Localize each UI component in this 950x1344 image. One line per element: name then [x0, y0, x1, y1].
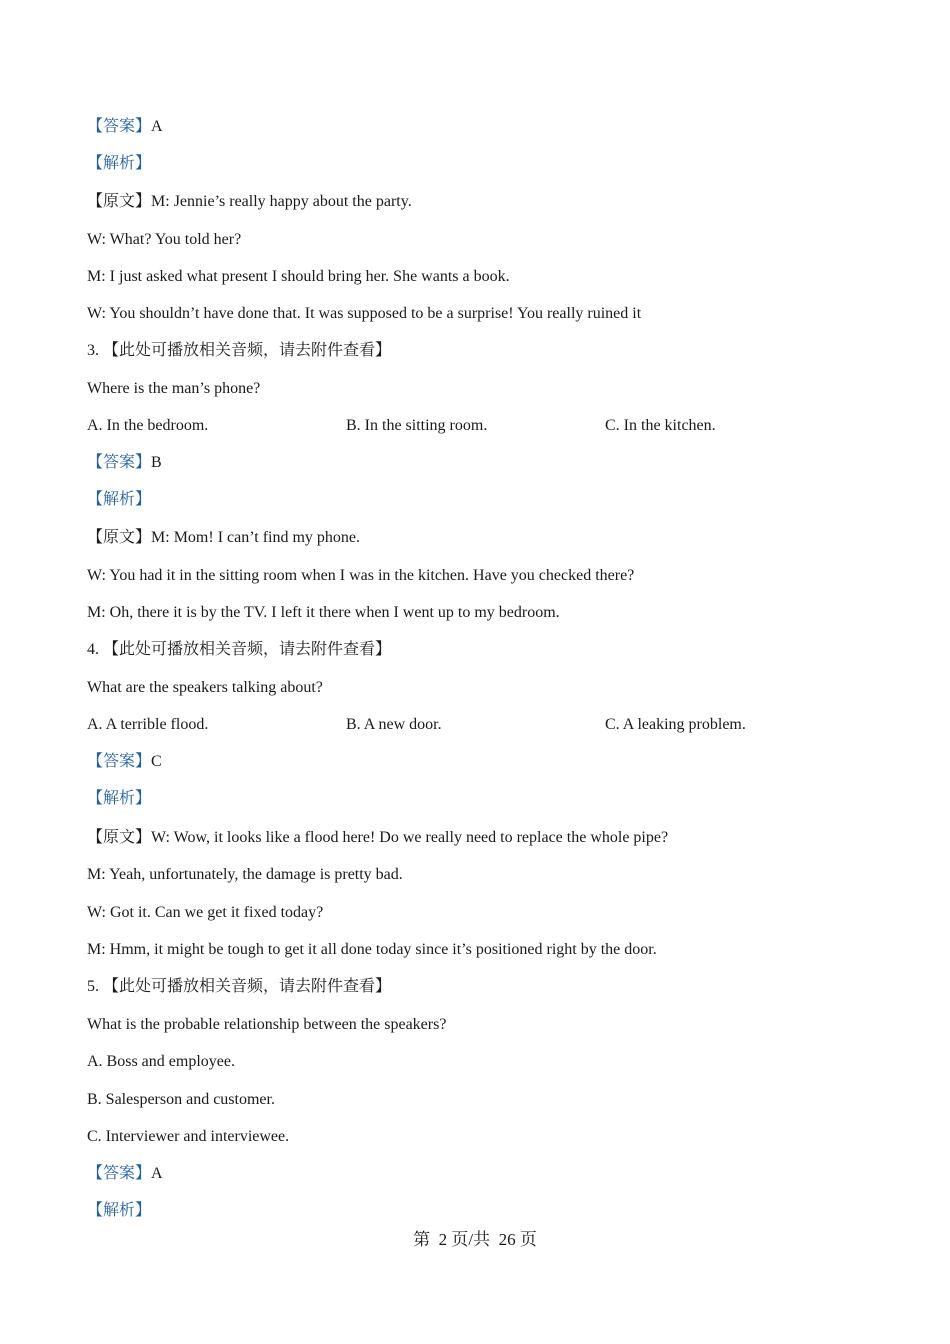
transcript-text: M: Jennie’s really happy about the party. — [151, 193, 412, 210]
q3-transcript-line-1 — [87, 528, 360, 548]
q3-option-b: B. In the sitting room. — [346, 417, 488, 434]
original-label: 【原文】 — [87, 193, 152, 210]
q3-transcript-line-3: M: Oh, there it is by the TV. I left it there when I went up to my bedroom. — [87, 604, 560, 621]
answer-label: 【答案】 — [87, 753, 152, 770]
q3-question: Where is the man’s phone? — [87, 380, 261, 397]
q3-transcript-line-2: W: You had it in the sitting room when I was in the kitchen. Have you checked there? — [87, 567, 635, 584]
q2-analysis-line — [87, 154, 151, 174]
audio-placeholder: 【此处可播放相关音频，请去附件查看】 — [103, 978, 392, 995]
q4-transcript-line-2: M: Yeah, unfortunately, the damage is pretty bad. — [87, 866, 403, 883]
q5-header — [87, 977, 391, 997]
q5-number: 5. — [87, 978, 99, 995]
audio-placeholder: 【此处可播放相关音频，请去附件查看】 — [103, 342, 392, 359]
q2-answer-line — [87, 117, 163, 137]
q3-option-a: A. In the bedroom. — [87, 417, 209, 434]
answer-label: 【答案】 — [87, 118, 152, 135]
q4-transcript-line-3: W: Got it. Can we get it fixed today? — [87, 904, 324, 921]
q4-analysis-line — [87, 789, 151, 809]
analysis-label: 【解析】 — [87, 491, 152, 508]
analysis-label: 【解析】 — [87, 155, 152, 172]
q5-analysis-line — [87, 1201, 151, 1221]
q5-answer: A — [151, 1165, 163, 1182]
q4-option-c: C. A leaking problem. — [605, 716, 746, 733]
q4-option-a: A. A terrible flood. — [87, 716, 209, 733]
q4-answer: C — [151, 753, 162, 770]
analysis-label: 【解析】 — [87, 790, 152, 807]
q3-option-c: C. In the kitchen. — [605, 417, 716, 434]
answer-label: 【答案】 — [87, 1165, 152, 1182]
q5-option-b: B. Salesperson and customer. — [87, 1091, 275, 1108]
original-label: 【原文】 — [87, 829, 152, 846]
transcript-text: M: Mom! I can’t find my phone. — [151, 529, 361, 546]
transcript-text: W: Wow, it looks like a flood here! Do we really need to replace the whole pipe? — [151, 829, 669, 846]
q4-answer-line — [87, 752, 162, 772]
q3-analysis-line — [87, 490, 151, 510]
q3-number: 3. — [87, 342, 99, 359]
q2-transcript-line-3: M: I just asked what present I should bring her. She wants a book. — [87, 268, 510, 285]
q2-transcript-line-2: W: What? You told her? — [87, 231, 242, 248]
q5-option-c: C. Interviewer and interviewee. — [87, 1128, 290, 1145]
q4-header — [87, 640, 391, 660]
analysis-label: 【解析】 — [87, 1202, 152, 1219]
q5-answer-line — [87, 1164, 163, 1184]
q5-question: What is the probable relationship between the speakers? — [87, 1016, 447, 1033]
q4-transcript-line-1 — [87, 828, 668, 848]
q2-transcript-line-1 — [87, 192, 412, 212]
original-label: 【原文】 — [87, 529, 152, 546]
q5-option-a: A. Boss and employee. — [87, 1053, 235, 1070]
answer-label: 【答案】 — [87, 454, 152, 471]
q4-transcript-line-4: M: Hmm, it might be tough to get it all done today since it’s positioned right by the door. — [87, 941, 657, 958]
q4-option-b: B. A new door. — [346, 716, 442, 733]
q3-header — [87, 341, 391, 361]
q2-transcript-line-4: W: You shouldn’t have done that. It was supposed to be a surprise! You really ruined it — [87, 305, 642, 322]
q3-answer-line — [87, 453, 162, 473]
audio-placeholder: 【此处可播放相关音频，请去附件查看】 — [103, 641, 392, 658]
q3-answer: B — [151, 454, 162, 471]
q2-answer: A — [151, 118, 163, 135]
page-footer: 第 2 页/共 26 页 — [413, 1230, 537, 1249]
q4-question: What are the speakers talking about? — [87, 679, 323, 696]
q4-number: 4. — [87, 641, 99, 658]
